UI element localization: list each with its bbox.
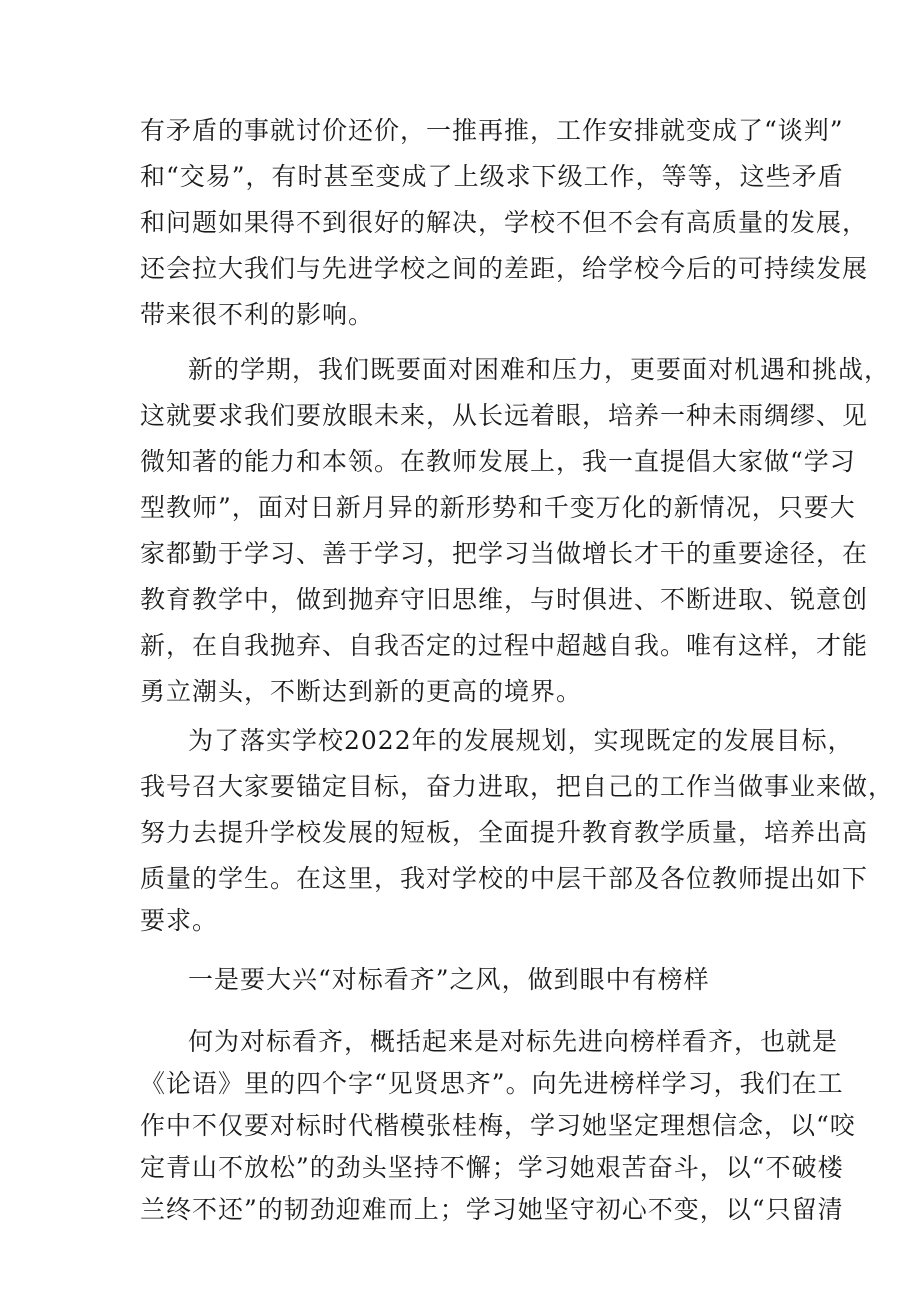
paragraph-4-line-3: 作中不仅要对标时代楷模张桂梅，学习她坚定理想信念，以“咬: [140, 1111, 856, 1140]
paragraph-4-line-4: 定青山不放松”的劲头坚持不懈；学习她艰苦奋斗，以“不破楼: [140, 1153, 844, 1182]
paragraph-3-line-2: 我号召大家要锚定目标，奋力进取，把自己的工作当做事业来做，: [140, 772, 895, 801]
paragraph-4-line-1: 何为对标看齐，概括起来是对标先进向榜样看齐，也就是: [188, 1027, 839, 1056]
paragraph-1-line-4: 还会拉大我们与先进学校之间的差距，给学校今后的可持续发展: [140, 254, 869, 283]
paragraph-2-line-2: 这就要求我们要放眼未来，从长远着眼，培养一种未雨绸缪、见: [140, 401, 869, 430]
paragraph-2-line-7: 新，在自我抛弃、自我否定的过程中超越自我。唯有这样，才能: [140, 631, 869, 660]
paragraph-4-line-5: 兰终不还”的韧劲迎难而上；学习她坚守初心不变，以“只留清: [140, 1195, 844, 1224]
paragraph-3-line-1: 为了落实学校2022年的发展规划，实现既定的发展目标，: [188, 726, 854, 755]
paragraph-3-line-3: 努力去提升学校发展的短板，全面提升教育教学质量，培养出高: [140, 818, 869, 847]
paragraph-2-line-6: 教育教学中，做到抛弃守旧思维，与时俱进、不断进取、锐意创: [140, 585, 869, 614]
section-heading: 一是要大兴“对标看齐”之风，做到眼中有榜样: [188, 965, 710, 994]
paragraph-2-line-8: 勇立潮头，不断达到新的更高的境界。: [140, 677, 583, 706]
paragraph-1-line-2: 和“交易”，有时甚至变成了上级求下级工作，等等，这些矛盾: [140, 162, 844, 191]
paragraph-2-line-5: 家都勤于学习、善于学习，把学习当做增长才干的重要途径，在: [140, 539, 869, 568]
paragraph-3-line-5: 要求。: [140, 906, 219, 935]
paragraph-4-line-2: 《论语》里的四个字“见贤思齐”。向先进榜样学习，我们在工: [140, 1069, 844, 1098]
paragraph-2-line-4: 型教师”，面对日新月异的新形势和千变万化的新情况，只要大: [140, 493, 856, 522]
paragraph-1-line-3: 和问题如果得不到很好的解决，学校不但不会有高质量的发展，: [140, 208, 869, 237]
paragraph-1-line-5: 带来很不利的影响。: [140, 300, 375, 329]
paragraph-3-line-4: 质量的学生。在这里，我对学校的中层干部及各位教师提出如下: [140, 864, 869, 893]
paragraph-2-line-1: 新的学期，我们既要面对困难和压力，更要面对机遇和挑战，: [188, 355, 891, 384]
paragraph-1-line-1: 有矛盾的事就讨价还价，一推再推，工作安排就变成了“谈判”: [140, 116, 844, 145]
paragraph-2-line-3: 微知著的能力和本领。在教师发展上，我一直提倡大家做“学习: [140, 447, 856, 476]
